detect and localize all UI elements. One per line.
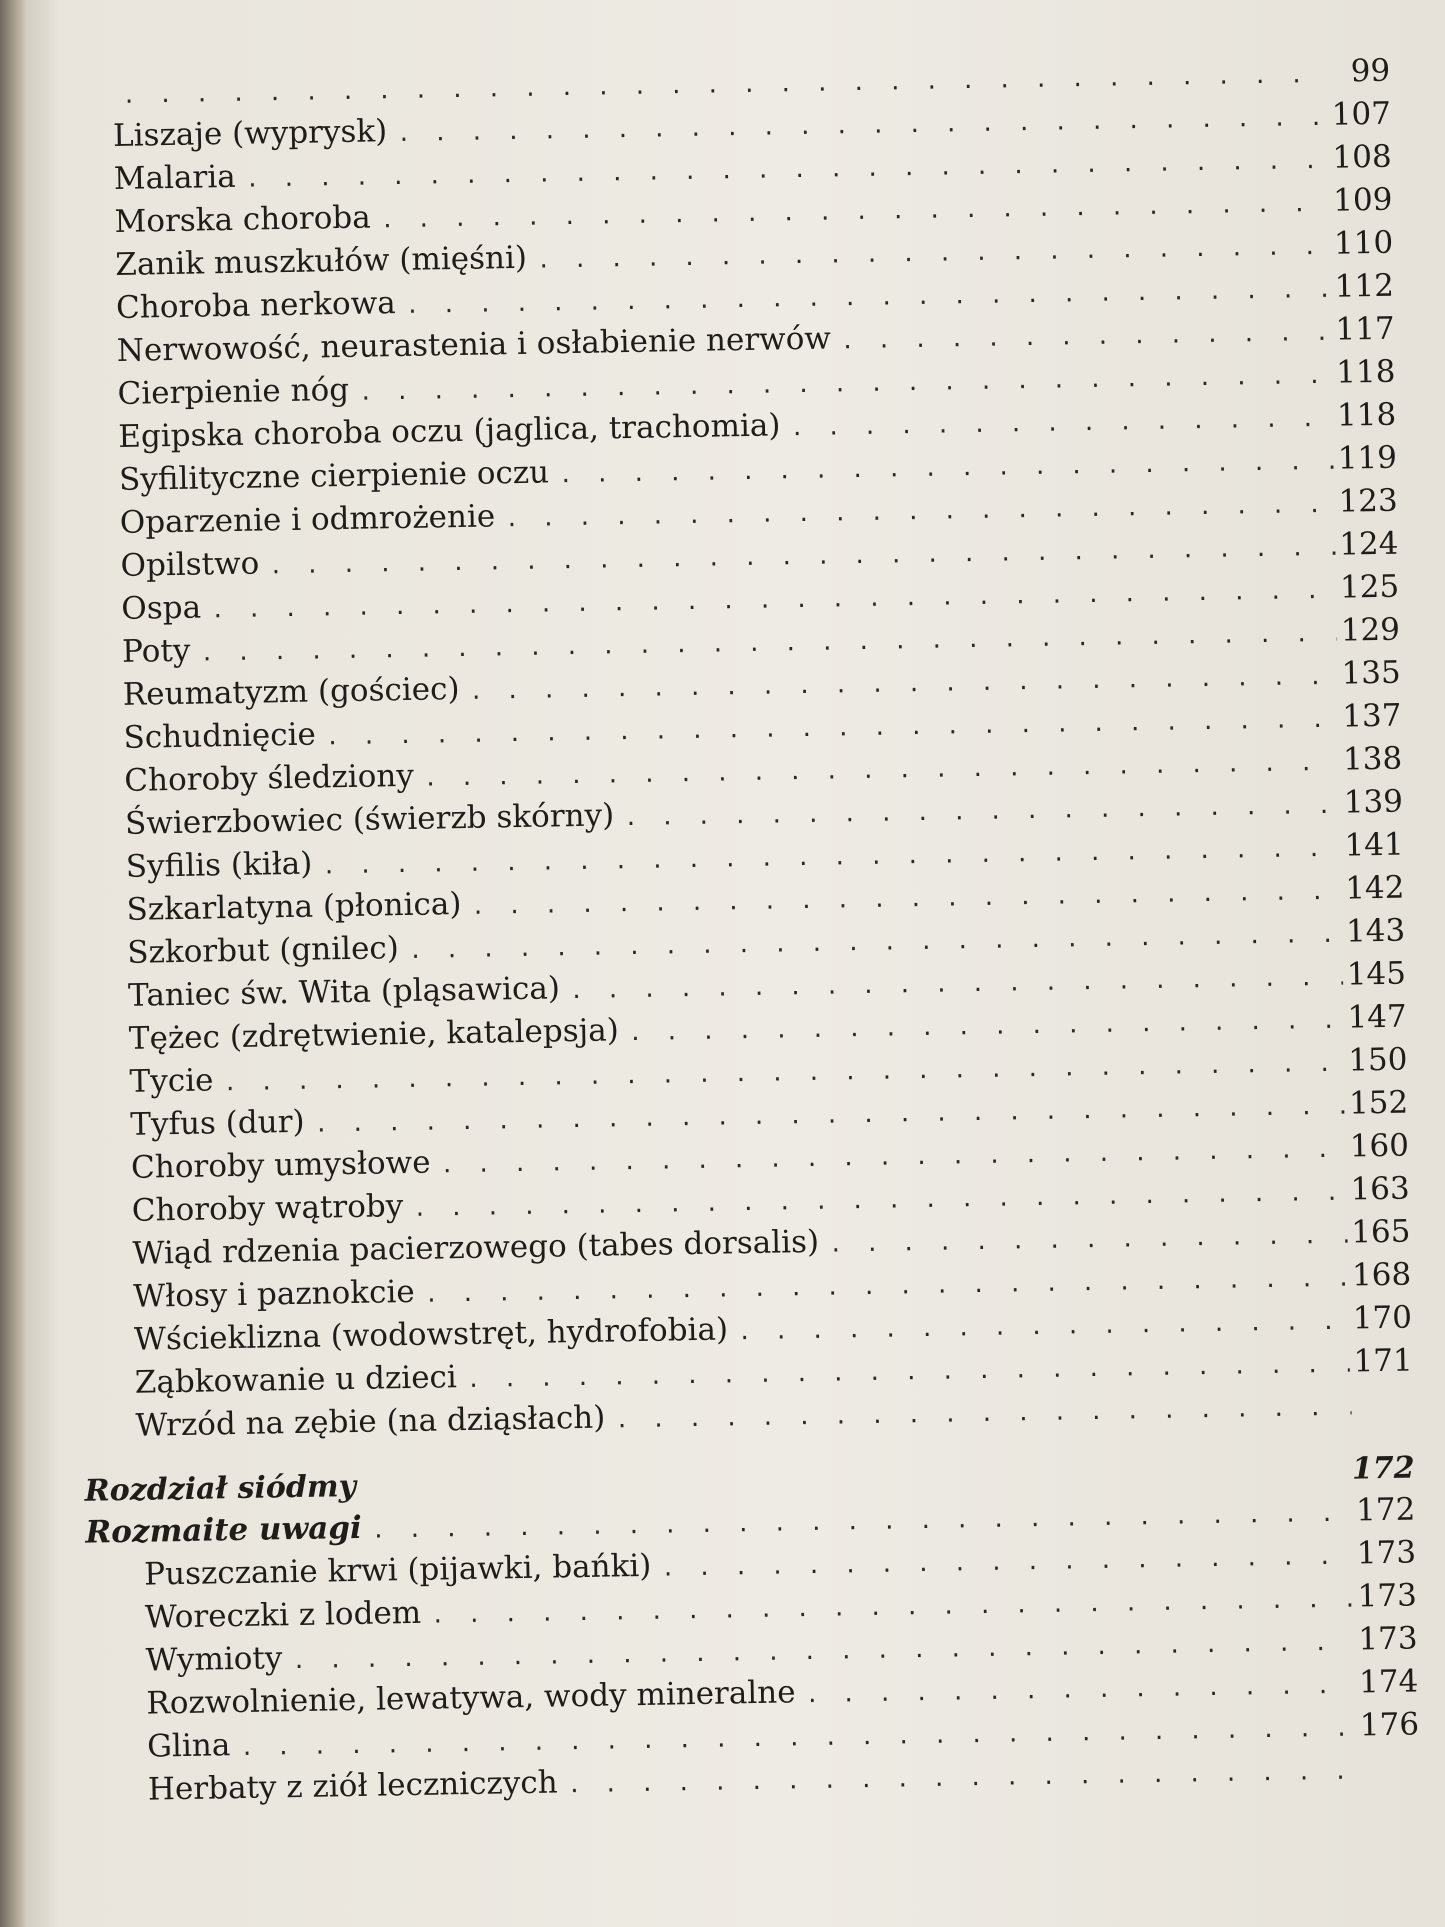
toc-entry-page: 145: [1346, 955, 1407, 993]
toc-entry-title: Woreczki z lodem: [144, 1594, 422, 1636]
toc-entry-title: Świerzbowiec (świerzb skórny): [124, 797, 615, 842]
toc-entry-page: 107: [1331, 95, 1392, 133]
toc-entry-page: 112: [1334, 267, 1395, 305]
toc-entry-page: 171: [1353, 1342, 1413, 1380]
toc-entry-page: 118: [1335, 353, 1396, 391]
toc-entry-page: 170: [1352, 1299, 1413, 1337]
toc-entry-page: 141: [1344, 826, 1404, 864]
toc-entry-title: Opilstwo: [120, 545, 260, 584]
toc-entry-page: 137: [1341, 697, 1402, 735]
toc-entry-page: 135: [1341, 654, 1401, 692]
toc-entry-page: 110: [1333, 224, 1394, 262]
toc-entry-page: 138: [1342, 740, 1403, 778]
toc-entry-title: Szkarlatyna (płonica): [126, 886, 462, 928]
toc-entry-page: 118: [1336, 396, 1397, 434]
book-spine-shadow: [0, 0, 26, 1927]
toc-entry-title: Glina: [146, 1727, 231, 1765]
toc-entry-page: [1352, 1413, 1414, 1414]
toc-entry-title: Oparzenie i odmrożenie: [119, 498, 496, 541]
toc-entry-page: 173: [1358, 1620, 1418, 1658]
toc-entry-page: 165: [1350, 1213, 1411, 1251]
toc-entry-title: Poty: [121, 632, 191, 670]
toc-entry-page: 174: [1358, 1663, 1419, 1701]
toc-sub-entries: [138, 1531, 1420, 1811]
toc-entry-title: Tężec (zdrętwienie, katalepsja): [128, 1012, 620, 1057]
toc-entry-title: Syfilityczne cierpienie oczu: [118, 454, 550, 498]
toc-entry-page: 139: [1343, 783, 1404, 821]
toc-entry-title: Wiąd rdzenia pacierzowego (tabes dorsalis): [132, 1223, 820, 1272]
toc-entry-title: Ząbkowanie u dzieci: [134, 1359, 458, 1401]
toc-entry-title: Wścieklizna (wodowstręt, hydrofobia): [133, 1311, 729, 1358]
toc-entry-page: 125: [1339, 568, 1400, 606]
section-page: 172: [1355, 1491, 1416, 1529]
toc-entry-title: Puszczanie krwi (pijawki, bańki): [143, 1547, 652, 1593]
toc-entry-page: 150: [1347, 1041, 1408, 1079]
toc-entry-title: Malaria: [113, 158, 237, 197]
toc-entry-page: 109: [1332, 181, 1393, 219]
toc-entry-page: 143: [1345, 912, 1406, 950]
toc-entry-title: Choroba nerkowa: [115, 285, 396, 326]
toc-entry-title: Tycie: [129, 1062, 214, 1100]
toc-entry-title: Choroby wątroby: [131, 1188, 404, 1229]
toc-entry-title: Morska choroba: [114, 199, 371, 240]
toc-entry-title: Schudnięcie: [123, 716, 317, 756]
toc-entry-title: Rozwolnienie, lewatywa, wody mineralne: [146, 1674, 796, 1722]
toc-entry-page: 117: [1335, 310, 1395, 348]
toc-entries: [113, 93, 1414, 1448]
toc-entry-title: Wymioty: [145, 1640, 283, 1679]
toc-entry-page: 119: [1337, 439, 1398, 477]
toc-entry-title: Zanik muszkułów (mięśni): [115, 239, 528, 283]
toc-entry-page: [1358, 1777, 1420, 1778]
toc-entry-title: Syfilis (kiła): [125, 845, 313, 885]
chapter-page: 172: [1351, 1450, 1415, 1487]
toc-entry-page: 129: [1340, 611, 1401, 649]
toc-entry-page: 173: [1357, 1577, 1418, 1615]
toc-entry-title: Cierpienie nóg: [117, 371, 350, 412]
toc-entry-page: 173: [1356, 1534, 1417, 1572]
toc-entry-page: 147: [1347, 998, 1407, 1036]
toc-entry-page: 160: [1349, 1127, 1410, 1165]
toc-entry-title: Nerwowość, neurastenia i osłabienie nerwów: [116, 320, 832, 369]
toc-entry-page: 152: [1348, 1084, 1409, 1122]
toc-entry-title: Reumatyzm (gościec): [122, 671, 460, 713]
toc-entry-title: Liszaje (wyprysk): [112, 113, 388, 154]
toc-entry-title: Taniec św. Wita (pląsawica): [127, 970, 561, 1014]
toc-entry-title: Włosy i paznokcie: [133, 1273, 415, 1315]
chapter-title: Rozdział siódmy: [84, 1468, 357, 1509]
toc-entry-page: 124: [1338, 525, 1399, 563]
toc-entry-title: Szkorbut (gnilec): [127, 930, 400, 971]
section-title: Rozmaite uwagi: [85, 1509, 363, 1551]
toc-entry-title: Choroby śledziony: [124, 757, 415, 799]
toc-entry-title: Choroby umysłowe: [130, 1144, 431, 1186]
toc-entry-title: Herbaty z ziół leczniczych: [147, 1764, 558, 1808]
toc-entry-page: 176: [1359, 1706, 1420, 1744]
toc-entry-page: 99: [1350, 52, 1391, 90]
table-of-contents: [84, 50, 1420, 1812]
toc-entry-page: 168: [1351, 1256, 1412, 1294]
toc-entry-page: 123: [1338, 482, 1398, 520]
toc-entry-page: 108: [1332, 138, 1392, 176]
toc-entry-page: 163: [1350, 1170, 1410, 1208]
toc-entry-title: Tyfus (dur): [130, 1103, 305, 1143]
toc-entry-title: Egipska choroba oczu (jaglica, trachomia): [118, 407, 781, 455]
toc-entry-title: Ospa: [121, 589, 202, 627]
toc-entry-page: 142: [1344, 869, 1405, 907]
toc-entry-title: Wrzód na zębie (na dziąsłach): [135, 1399, 606, 1444]
